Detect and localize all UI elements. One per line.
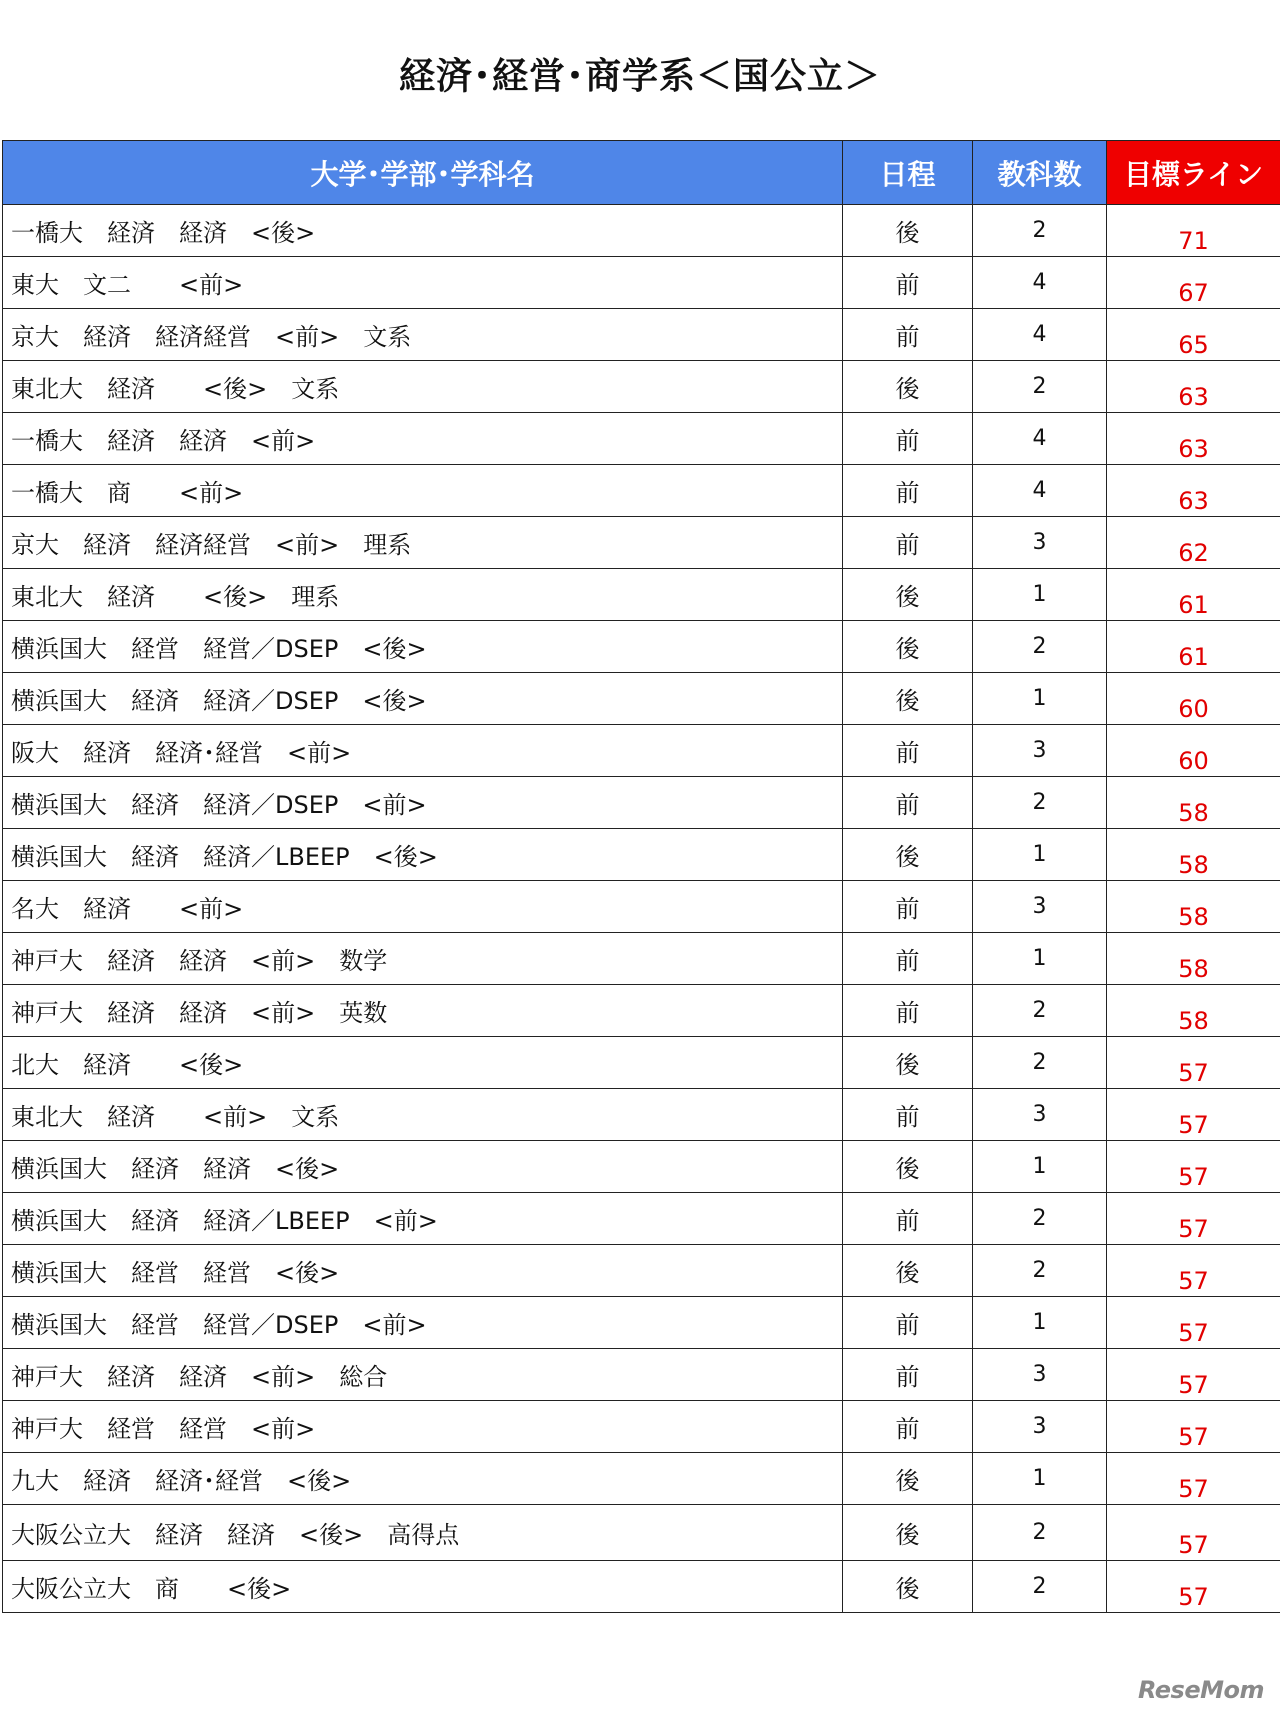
table-row — [3, 725, 1280, 777]
cell-schedule: 前 — [843, 257, 973, 309]
table-row — [3, 257, 1280, 309]
cell-subjects: 2 — [973, 621, 1107, 673]
resemom-logo: ReseMom — [1137, 1676, 1264, 1704]
cell-subjects: 3 — [973, 725, 1107, 777]
cell-subjects: 1 — [973, 1453, 1107, 1505]
cell-subjects: 1 — [973, 1297, 1107, 1349]
cell-name: 横浜国大 経済 経済／DSEP <後> — [3, 673, 843, 725]
table-row — [3, 361, 1280, 413]
cell-subjects: 4 — [973, 413, 1107, 465]
cell-target-line: 61 — [1107, 569, 1280, 621]
header-target-line: 目標ライン — [1107, 141, 1280, 205]
table-row — [3, 881, 1280, 933]
cell-subjects: 2 — [973, 1245, 1107, 1297]
cell-subjects: 4 — [973, 465, 1107, 517]
cell-subjects: 2 — [973, 1037, 1107, 1089]
cell-subjects: 3 — [973, 1089, 1107, 1141]
cell-target-line: 63 — [1107, 413, 1280, 465]
cell-target-line: 57 — [1107, 1089, 1280, 1141]
cell-schedule: 後 — [843, 1561, 973, 1613]
table-row — [3, 673, 1280, 725]
cell-subjects: 2 — [973, 777, 1107, 829]
table-row — [3, 1245, 1280, 1297]
header-name: 大学･学部･学科名 — [3, 141, 843, 205]
cell-schedule: 前 — [843, 933, 973, 985]
cell-schedule: 後 — [843, 1505, 973, 1561]
table-row — [3, 777, 1280, 829]
cell-subjects: 4 — [973, 257, 1107, 309]
cell-target-line: 58 — [1107, 985, 1280, 1037]
cell-target-line: 57 — [1107, 1505, 1280, 1561]
table-row — [3, 1505, 1280, 1561]
cell-subjects: 1 — [973, 933, 1107, 985]
table-row — [3, 309, 1280, 361]
cell-name: 一橋大 経済 経済 <前> — [3, 413, 843, 465]
header-schedule: 日程 — [843, 141, 973, 205]
cell-target-line: 65 — [1107, 309, 1280, 361]
cell-name: 横浜国大 経営 経営／DSEP <前> — [3, 1297, 843, 1349]
cell-target-line: 57 — [1107, 1453, 1280, 1505]
table-row — [3, 985, 1280, 1037]
cell-schedule: 後 — [843, 1245, 973, 1297]
table-row — [3, 1037, 1280, 1089]
table-row — [3, 569, 1280, 621]
table-row — [3, 1561, 1280, 1613]
cell-target-line: 57 — [1107, 1297, 1280, 1349]
target-line-table — [2, 140, 1280, 1613]
cell-name: 神戸大 経済 経済 <前> 総合 — [3, 1349, 843, 1401]
table-row — [3, 1349, 1280, 1401]
cell-schedule: 前 — [843, 465, 973, 517]
cell-subjects: 4 — [973, 309, 1107, 361]
cell-subjects: 3 — [973, 1401, 1107, 1453]
cell-name: 神戸大 経営 経営 <前> — [3, 1401, 843, 1453]
cell-target-line: 57 — [1107, 1401, 1280, 1453]
table-header-row — [3, 141, 1280, 205]
cell-schedule: 前 — [843, 309, 973, 361]
table-row — [3, 1141, 1280, 1193]
cell-name: 一橋大 商 <前> — [3, 465, 843, 517]
cell-schedule: 後 — [843, 829, 973, 881]
cell-name: 神戸大 経済 経済 <前> 英数 — [3, 985, 843, 1037]
cell-subjects: 2 — [973, 1505, 1107, 1561]
cell-target-line: 60 — [1107, 725, 1280, 777]
cell-name: 東北大 経済 <後> 文系 — [3, 361, 843, 413]
cell-target-line: 62 — [1107, 517, 1280, 569]
cell-name: 九大 経済 経済･経営 <後> — [3, 1453, 843, 1505]
cell-name: 横浜国大 経営 経営 <後> — [3, 1245, 843, 1297]
cell-target-line: 58 — [1107, 829, 1280, 881]
cell-schedule: 前 — [843, 777, 973, 829]
cell-subjects: 2 — [973, 361, 1107, 413]
cell-target-line: 67 — [1107, 257, 1280, 309]
cell-schedule: 後 — [843, 569, 973, 621]
cell-schedule: 前 — [843, 413, 973, 465]
cell-target-line: 58 — [1107, 777, 1280, 829]
cell-schedule: 後 — [843, 621, 973, 673]
cell-schedule: 前 — [843, 725, 973, 777]
cell-schedule: 後 — [843, 1037, 973, 1089]
cell-name: 京大 経済 経済経営 <前> 文系 — [3, 309, 843, 361]
cell-name: 東北大 経済 <後> 理系 — [3, 569, 843, 621]
table-row — [3, 465, 1280, 517]
cell-name: 京大 経済 経済経営 <前> 理系 — [3, 517, 843, 569]
cell-subjects: 3 — [973, 1349, 1107, 1401]
cell-name: 大阪公立大 経済 経済 <後> 高得点 — [3, 1505, 843, 1561]
cell-schedule: 前 — [843, 985, 973, 1037]
cell-name: 一橋大 経済 経済 <後> — [3, 205, 843, 257]
cell-target-line: 60 — [1107, 673, 1280, 725]
cell-name: 北大 経済 <後> — [3, 1037, 843, 1089]
cell-name: 神戸大 経済 経済 <前> 数学 — [3, 933, 843, 985]
table-row — [3, 1193, 1280, 1245]
table-row — [3, 829, 1280, 881]
cell-target-line: 61 — [1107, 621, 1280, 673]
cell-schedule: 後 — [843, 205, 973, 257]
cell-subjects: 3 — [973, 517, 1107, 569]
cell-subjects: 1 — [973, 569, 1107, 621]
cell-schedule: 後 — [843, 673, 973, 725]
cell-target-line: 63 — [1107, 361, 1280, 413]
table-row — [3, 517, 1280, 569]
table-row — [3, 1453, 1280, 1505]
cell-name: 横浜国大 経済 経済／DSEP <前> — [3, 777, 843, 829]
cell-subjects: 2 — [973, 205, 1107, 257]
cell-schedule: 前 — [843, 1401, 973, 1453]
cell-subjects: 1 — [973, 673, 1107, 725]
cell-subjects: 2 — [973, 1561, 1107, 1613]
cell-subjects: 1 — [973, 829, 1107, 881]
cell-subjects: 3 — [973, 881, 1107, 933]
cell-schedule: 後 — [843, 1141, 973, 1193]
cell-target-line: 58 — [1107, 933, 1280, 985]
cell-schedule: 前 — [843, 1089, 973, 1141]
table-row — [3, 1089, 1280, 1141]
page-title: 経済･経営･商学系＜国公立＞ — [398, 56, 881, 97]
cell-target-line: 57 — [1107, 1349, 1280, 1401]
table-row — [3, 1401, 1280, 1453]
cell-schedule: 前 — [843, 1193, 973, 1245]
table-row — [3, 933, 1280, 985]
cell-schedule: 後 — [843, 1453, 973, 1505]
cell-target-line: 57 — [1107, 1193, 1280, 1245]
cell-name: 横浜国大 経済 経済／LBEEP <前> — [3, 1193, 843, 1245]
cell-target-line: 71 — [1107, 205, 1280, 257]
cell-name: 大阪公立大 商 <後> — [3, 1561, 843, 1613]
cell-subjects: 2 — [973, 985, 1107, 1037]
table-row — [3, 205, 1280, 257]
cell-schedule: 後 — [843, 361, 973, 413]
header-subjects: 教科数 — [973, 141, 1107, 205]
table-row — [3, 1297, 1280, 1349]
cell-name: 東大 文二 <前> — [3, 257, 843, 309]
cell-name: 横浜国大 経営 経営／DSEP <後> — [3, 621, 843, 673]
cell-subjects: 1 — [973, 1141, 1107, 1193]
cell-name: 東北大 経済 <前> 文系 — [3, 1089, 843, 1141]
cell-name: 横浜国大 経済 経済／LBEEP <後> — [3, 829, 843, 881]
cell-schedule: 前 — [843, 1349, 973, 1401]
cell-schedule: 前 — [843, 517, 973, 569]
cell-target-line: 57 — [1107, 1245, 1280, 1297]
cell-target-line: 63 — [1107, 465, 1280, 517]
cell-target-line: 58 — [1107, 881, 1280, 933]
cell-target-line: 57 — [1107, 1561, 1280, 1613]
cell-schedule: 前 — [843, 881, 973, 933]
cell-name: 名大 経済 <前> — [3, 881, 843, 933]
cell-target-line: 57 — [1107, 1037, 1280, 1089]
cell-subjects: 2 — [973, 1193, 1107, 1245]
cell-target-line: 57 — [1107, 1141, 1280, 1193]
cell-name: 阪大 経済 経済･経営 <前> — [3, 725, 843, 777]
table-row — [3, 621, 1280, 673]
cell-name: 横浜国大 経済 経済 <後> — [3, 1141, 843, 1193]
table-row — [3, 413, 1280, 465]
cell-schedule: 前 — [843, 1297, 973, 1349]
